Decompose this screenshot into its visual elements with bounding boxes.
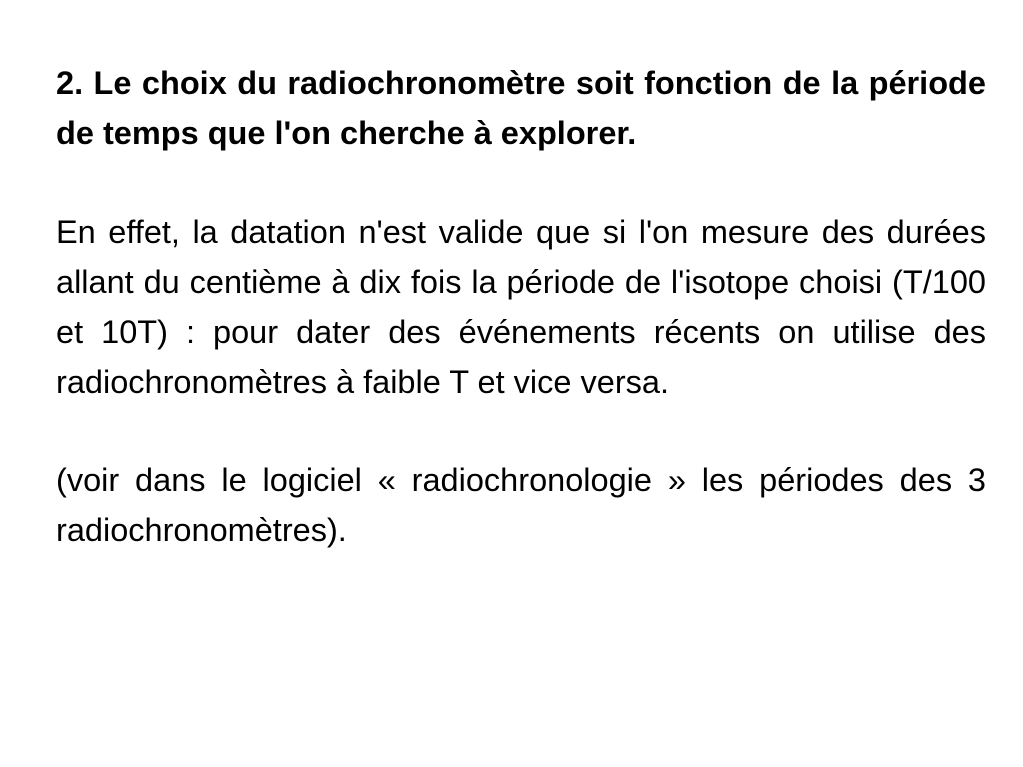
slide-body-paragraph: En effet, la datation n'est valide que si l'on mesure des durées allant du centième à dix fois la période de l'isotope choisi (T/100 et 10T) : pour dater des événements récents on utilise des radiochronomètres à faible T et vice versa.: [56, 214, 986, 400]
slide-note-paragraph: (voir dans le logiciel « radiochronologie » les périodes des 3 radiochronomètres).: [56, 462, 986, 548]
slide-heading: 2. Le choix du radiochronomètre soit fonction de la période de temps que l'on cherche à explorer.: [56, 65, 986, 151]
